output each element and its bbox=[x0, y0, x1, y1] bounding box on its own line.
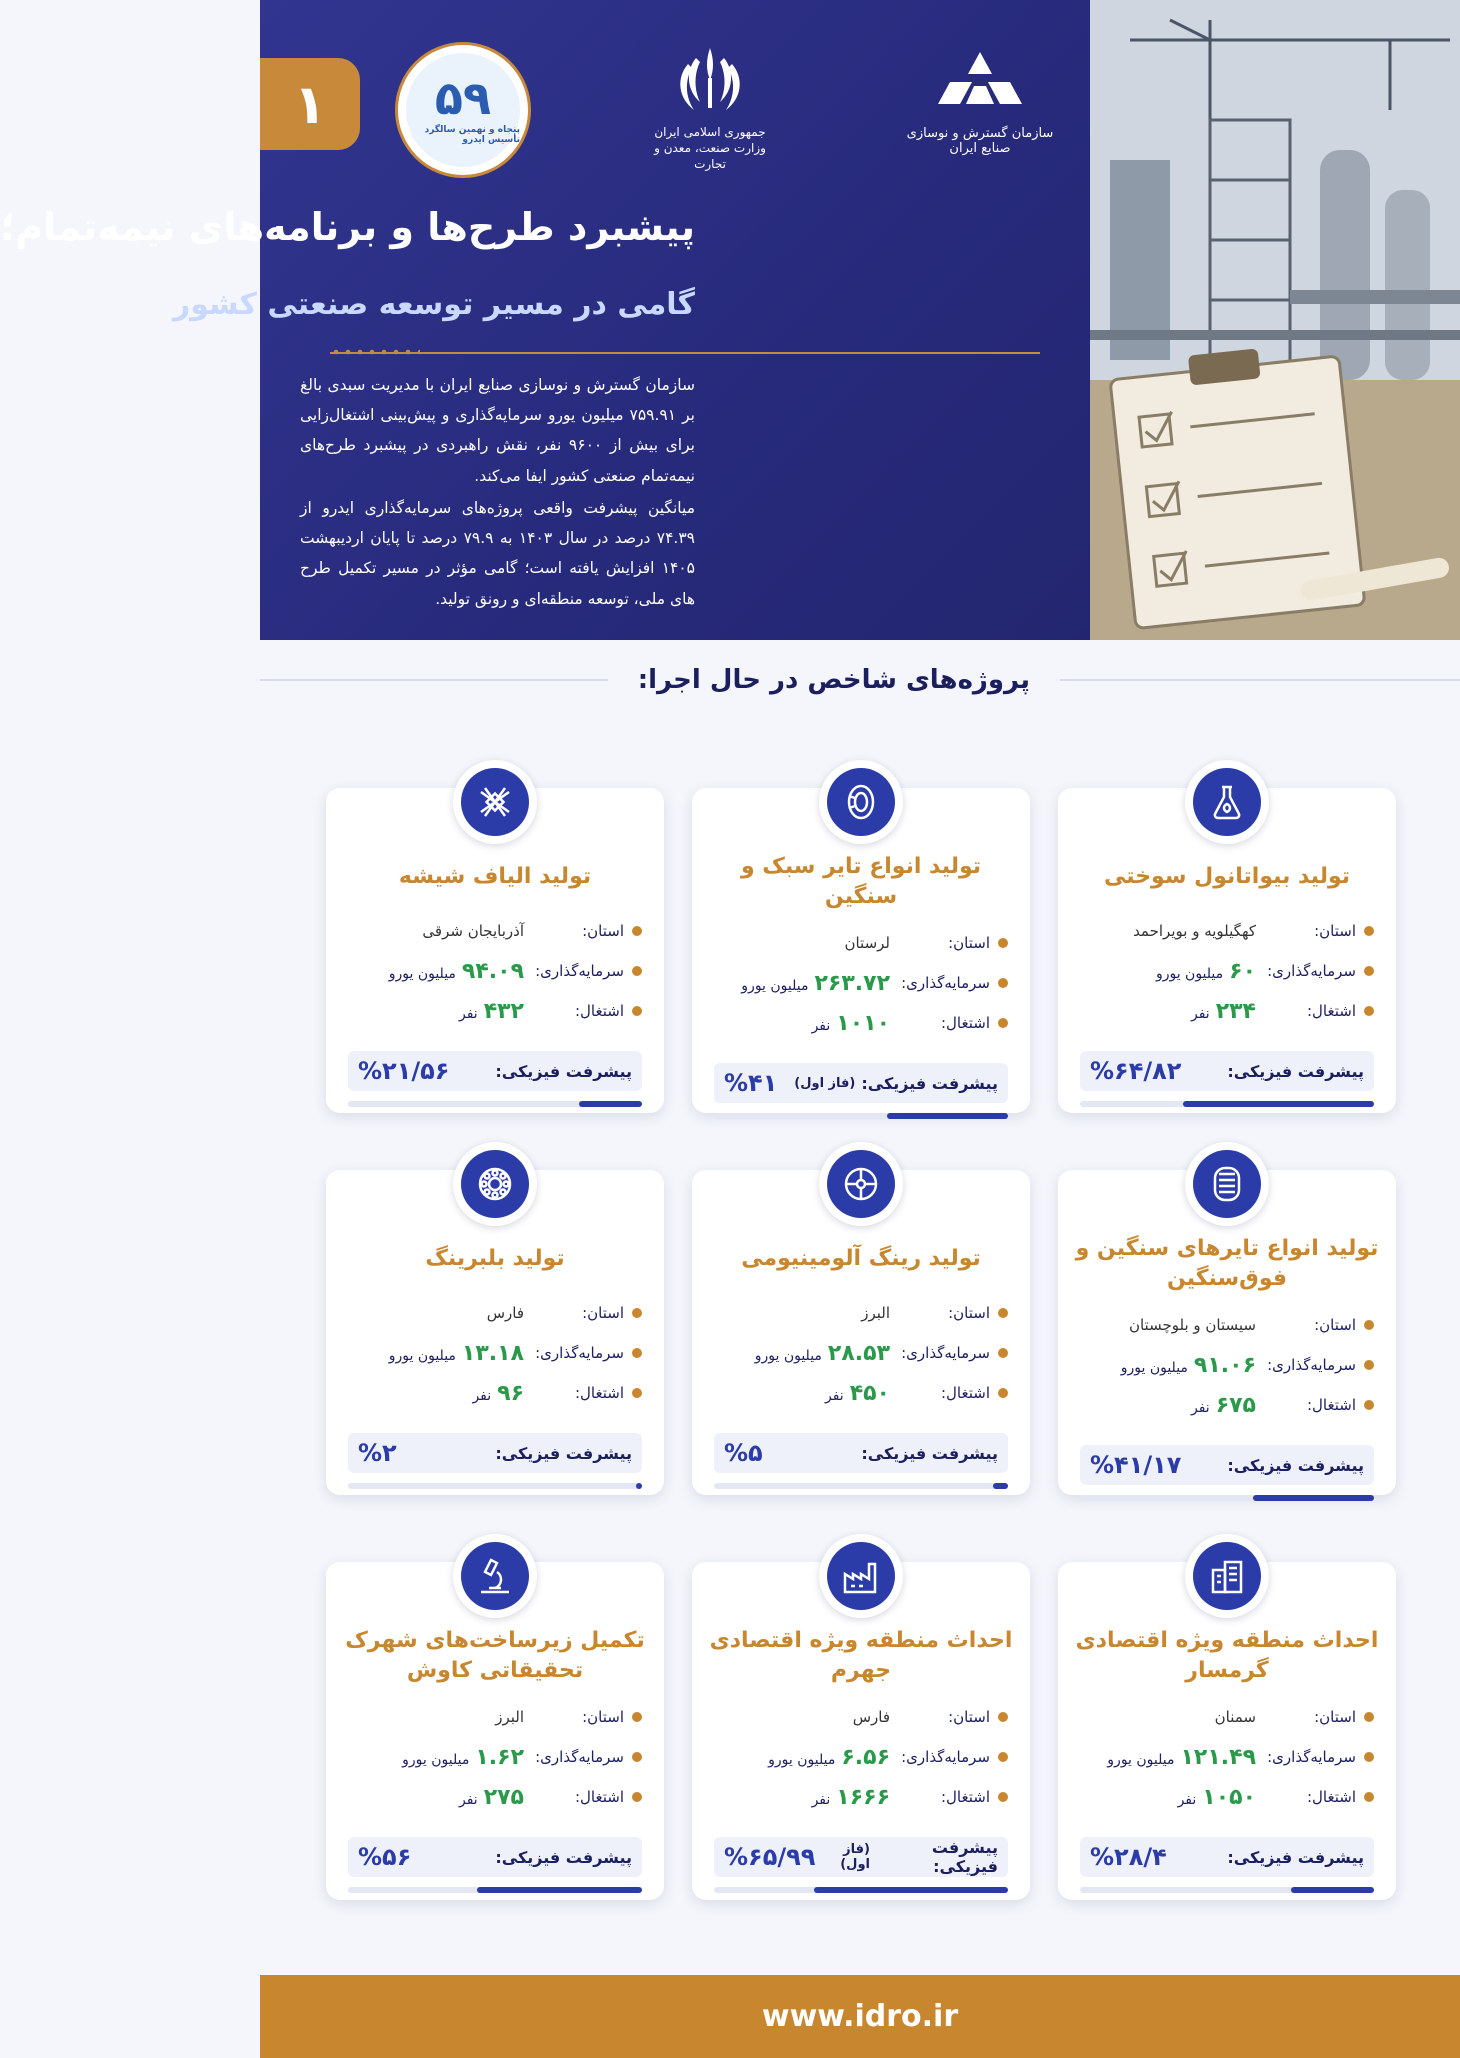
province-value: البرز bbox=[861, 1304, 890, 1322]
progress-bar-fill bbox=[887, 1113, 1008, 1119]
investment-value: ۹۴.۰۹ bbox=[461, 958, 524, 984]
investment-label: سرمایه‌گذاری: bbox=[901, 1748, 990, 1766]
employment-label: اشتغال: bbox=[574, 1002, 624, 1020]
project-title: احداث منطقه ویژه اقتصادی جهرم bbox=[709, 1628, 1013, 1683]
buildings-icon bbox=[1207, 1556, 1247, 1596]
card-icon-disc bbox=[827, 1150, 895, 1218]
row-bullet bbox=[1364, 926, 1374, 936]
row-bullet bbox=[632, 1006, 642, 1016]
row-bullet bbox=[632, 1712, 642, 1722]
employment-label: اشتغال: bbox=[940, 1384, 990, 1402]
project-card-9 bbox=[326, 1562, 664, 1900]
progress-box bbox=[348, 1051, 642, 1091]
province-value: لرستان bbox=[844, 934, 890, 952]
row-bullet bbox=[998, 1308, 1008, 1318]
project-card-3 bbox=[326, 788, 664, 1113]
progress-label: پیشرفت فیزیکی: bbox=[1227, 1847, 1364, 1867]
progress-box bbox=[348, 1837, 642, 1877]
row-bullet bbox=[998, 1388, 1008, 1398]
investment-row bbox=[1080, 1350, 1374, 1380]
employment-unit: نفر bbox=[825, 1387, 844, 1404]
row-bullet bbox=[998, 1018, 1008, 1028]
progress-box bbox=[1080, 1837, 1374, 1877]
card-icon-disc bbox=[1193, 768, 1261, 836]
fiber-icon bbox=[475, 782, 515, 822]
employment-row bbox=[1080, 1782, 1374, 1812]
province-value: آذربایجان شرقی bbox=[422, 922, 524, 940]
idro-triangle-icon bbox=[930, 48, 1030, 120]
microscope-icon bbox=[475, 1556, 515, 1596]
province-row bbox=[714, 1298, 1008, 1328]
investment-value: ۲۸.۵۳ bbox=[827, 1340, 890, 1366]
employment-unit: نفر bbox=[472, 1387, 492, 1404]
row-bullet bbox=[1364, 1320, 1374, 1330]
progress-value: %۵۶ bbox=[358, 1843, 412, 1871]
investment-value: ۱۳.۱۸ bbox=[461, 1340, 524, 1366]
progress-value: %۶۵/۹۹ bbox=[724, 1843, 816, 1871]
province-label: استان: bbox=[948, 934, 990, 952]
progress-value: %۶۴/۸۲ bbox=[1090, 1057, 1182, 1085]
flask-icon bbox=[1207, 782, 1247, 822]
row-bullet bbox=[1364, 1360, 1374, 1370]
idro-logo bbox=[890, 48, 1070, 156]
section-title: پروژه‌های شاخص در حال اجرا: bbox=[608, 655, 1060, 705]
card-icon-badge bbox=[819, 1142, 903, 1226]
province-value: فارس bbox=[852, 1708, 890, 1726]
website-link[interactable]: www.idro.ir bbox=[761, 1999, 959, 2034]
progress-track bbox=[714, 1113, 1008, 1119]
employment-label: اشتغال: bbox=[940, 1014, 990, 1032]
intro-paragraph-1: سازمان گسترش و نوسازی صنایع ایران با مدیریت سبدی بالغ بر ۷۵۹.۹۱ میلیون یورو سرمایه‌گذاری و پیش‌بینی اشتغال‌زایی برای بیش از ۹۶۰۰ نفر، نقش راهبردی در پیشبرد طرح‌های نیمه‌تمام صنعتی کشور ایفا می‌کند. bbox=[300, 376, 695, 485]
card-icon-badge bbox=[1185, 1534, 1269, 1618]
idro-name: سازمان گسترش و نوسازی صنایع ایران bbox=[906, 126, 1054, 156]
row-bullet bbox=[632, 1752, 642, 1762]
factory-icon bbox=[841, 1556, 881, 1596]
investment-unit: میلیون یورو bbox=[1107, 1751, 1175, 1768]
project-card-2 bbox=[692, 788, 1030, 1113]
province-row bbox=[714, 1702, 1008, 1732]
intro-paragraph-2: میانگین پیشرفت واقعی پروژه‌های سرمایه‌گذاری ایدرو از ۷۴.۳۹ درصد در سال ۱۴۰۳ به ۷۹.۹ درصد تا پایان اردیبهشت ۱۴۰۵ افزایش یافته است؛ گامی مؤثر در مسیر تکمیل طرح های ملی، توسعه منطقه‌ای و رونق تولید. bbox=[300, 498, 695, 608]
employment-unit: نفر bbox=[1191, 1399, 1210, 1416]
province-label: استان: bbox=[1314, 1316, 1356, 1334]
province-row bbox=[348, 916, 642, 946]
row-bullet bbox=[632, 926, 642, 936]
investment-row bbox=[714, 1742, 1008, 1772]
progress-bar-fill bbox=[477, 1887, 642, 1893]
progress-note: (فاز اول) bbox=[840, 1842, 870, 1872]
employment-label: اشتغال: bbox=[574, 1384, 624, 1402]
ministry-logo bbox=[645, 40, 775, 173]
row-bullet bbox=[998, 1752, 1008, 1762]
row-bullet bbox=[632, 966, 642, 976]
employment-row bbox=[714, 1008, 1008, 1038]
ministry-line2: وزارت صنعت، معدن و تجارت bbox=[654, 141, 766, 172]
investment-unit: میلیون یورو bbox=[768, 1751, 836, 1768]
header-section bbox=[0, 0, 1460, 640]
progress-track bbox=[348, 1101, 642, 1107]
industrial-illustration bbox=[1090, 0, 1460, 640]
province-label: استان: bbox=[948, 1304, 990, 1322]
row-bullet bbox=[632, 1388, 642, 1398]
progress-value: %۲۱/۵۶ bbox=[358, 1057, 450, 1085]
footer bbox=[260, 1975, 1460, 2058]
project-title: تکمیل زیرساخت‌های شهرک تحقیقاتی کاوش bbox=[345, 1628, 645, 1683]
investment-unit: میلیون یورو bbox=[1155, 965, 1224, 982]
card-icon-badge bbox=[453, 1142, 537, 1226]
investment-unit: میلیون یورو bbox=[754, 1347, 822, 1364]
project-title: تولید بلبرینگ bbox=[425, 1246, 565, 1271]
progress-label: پیشرفت فیزیکی: bbox=[861, 1443, 998, 1463]
row-bullet bbox=[1364, 1752, 1374, 1762]
investment-row bbox=[1080, 956, 1374, 986]
investment-value: ۱۲۱.۴۹ bbox=[1180, 1744, 1256, 1770]
progress-track bbox=[714, 1887, 1008, 1893]
progress-box bbox=[714, 1837, 1008, 1877]
investment-value: ۱.۶۲ bbox=[475, 1744, 524, 1770]
investment-row bbox=[714, 968, 1008, 998]
card-icon-disc bbox=[827, 768, 895, 836]
card-icon-badge bbox=[819, 1534, 903, 1618]
employment-row bbox=[348, 1782, 642, 1812]
employment-label: اشتغال: bbox=[940, 1788, 990, 1806]
card-icon-disc bbox=[461, 1150, 529, 1218]
progress-label: پیشرفت فیزیکی: bbox=[1227, 1455, 1364, 1475]
anniversary-caption: پنجاه و نهمین سالگرد تأسیس ایدرو bbox=[424, 125, 520, 145]
progress-track bbox=[348, 1483, 642, 1489]
province-value: فارس bbox=[486, 1304, 524, 1322]
progress-label: پیشرفت فیزیکی: bbox=[1227, 1061, 1364, 1081]
employment-row bbox=[1080, 996, 1374, 1026]
employment-value: ۲۳۴ bbox=[1215, 998, 1256, 1024]
progress-box bbox=[714, 1433, 1008, 1473]
row-bullet bbox=[632, 1308, 642, 1318]
row-bullet bbox=[998, 1348, 1008, 1358]
progress-note: (فاز اول) bbox=[794, 1075, 856, 1091]
header-panel bbox=[0, 0, 1090, 640]
province-label: استان: bbox=[1314, 1708, 1356, 1726]
row-bullet bbox=[1364, 1712, 1374, 1722]
rim-icon bbox=[841, 1164, 881, 1204]
investment-label: سرمایه‌گذاری: bbox=[535, 962, 624, 980]
ministry-line1: جمهوری اسلامی ایران bbox=[654, 125, 766, 139]
investment-row bbox=[348, 1338, 642, 1368]
employment-value: ۶۷۵ bbox=[1215, 1392, 1256, 1418]
progress-track bbox=[348, 1887, 642, 1893]
progress-track bbox=[1080, 1495, 1374, 1501]
intro-text bbox=[300, 370, 695, 616]
employment-row bbox=[348, 996, 642, 1026]
employment-value: ۲۷۵ bbox=[483, 1784, 524, 1810]
employment-label: اشتغال: bbox=[574, 1788, 624, 1806]
investment-row bbox=[714, 1338, 1008, 1368]
employment-row bbox=[714, 1782, 1008, 1812]
project-card-8 bbox=[692, 1562, 1030, 1900]
project-title: تولید الیاف شیشه bbox=[398, 864, 592, 889]
investment-label: سرمایه‌گذاری: bbox=[1267, 962, 1356, 980]
employment-unit: نفر bbox=[459, 1005, 478, 1022]
investment-label: سرمایه‌گذاری: bbox=[1267, 1356, 1356, 1374]
investment-value: ۲۶۳.۷۲ bbox=[814, 970, 890, 996]
progress-box bbox=[348, 1433, 642, 1473]
row-bullet bbox=[632, 1348, 642, 1358]
investment-row bbox=[348, 1742, 642, 1772]
row-bullet bbox=[1364, 1792, 1374, 1802]
province-label: استان: bbox=[582, 1304, 624, 1322]
iran-emblem-icon bbox=[670, 40, 750, 120]
employment-value: ۱۰۵۰ bbox=[1202, 1784, 1256, 1810]
investment-label: سرمایه‌گذاری: bbox=[535, 1748, 624, 1766]
province-row bbox=[348, 1702, 642, 1732]
progress-value: %۲ bbox=[358, 1439, 397, 1467]
industrial-scene-icon bbox=[1090, 0, 1460, 640]
card-icon-badge bbox=[1185, 1142, 1269, 1226]
employment-unit: نفر bbox=[459, 1791, 478, 1808]
progress-track bbox=[1080, 1887, 1374, 1893]
employment-row bbox=[348, 1378, 642, 1408]
progress-box bbox=[714, 1063, 1008, 1103]
province-row bbox=[1080, 916, 1374, 946]
project-title: احداث منطقه ویژه اقتصادی گرمسار bbox=[1075, 1628, 1379, 1683]
employment-label: اشتغال: bbox=[1306, 1788, 1356, 1806]
employment-row bbox=[714, 1378, 1008, 1408]
progress-label: پیشرفت فیزیکی: bbox=[861, 1073, 998, 1093]
project-card-5 bbox=[692, 1170, 1030, 1495]
project-title: تولید بیواتانول سوختی bbox=[1103, 864, 1351, 889]
province-value: سیستان و بلوچستان bbox=[1128, 1316, 1256, 1334]
progress-bar-fill bbox=[579, 1101, 642, 1107]
card-icon-badge bbox=[453, 1534, 537, 1618]
employment-row bbox=[1080, 1390, 1374, 1420]
province-row bbox=[1080, 1310, 1374, 1340]
investment-unit: میلیون یورو bbox=[402, 1751, 470, 1768]
employment-unit: نفر bbox=[811, 1791, 831, 1808]
card-icon-disc bbox=[461, 1542, 529, 1610]
project-card-7 bbox=[1058, 1562, 1396, 1900]
province-label: استان: bbox=[582, 922, 624, 940]
employment-label: اشتغال: bbox=[1306, 1002, 1356, 1020]
project-card-6 bbox=[326, 1170, 664, 1495]
progress-bar-fill bbox=[1183, 1101, 1374, 1107]
card-icon-badge bbox=[1185, 760, 1269, 844]
province-value: سمنان bbox=[1214, 1708, 1256, 1726]
employment-value: ۴۵۰ bbox=[849, 1380, 890, 1406]
investment-row bbox=[1080, 1742, 1374, 1772]
province-value: کهگیلویه و بویراحمد bbox=[1133, 922, 1256, 940]
investment-label: سرمایه‌گذاری: bbox=[901, 1344, 990, 1362]
investment-label: سرمایه‌گذاری: bbox=[901, 974, 990, 992]
page-subtitle: گامی در مسیر توسعه صنعتی کشور bbox=[172, 287, 695, 322]
progress-value: %۵ bbox=[724, 1439, 763, 1467]
title-divider bbox=[330, 352, 1040, 354]
progress-bar-fill bbox=[636, 1483, 642, 1489]
row-bullet bbox=[1364, 1006, 1374, 1016]
card-icon-disc bbox=[1193, 1542, 1261, 1610]
province-label: استان: bbox=[1314, 922, 1356, 940]
page-number-badge bbox=[260, 58, 360, 150]
investment-value: ۶.۵۶ bbox=[841, 1744, 890, 1770]
progress-value: %۴۱ bbox=[724, 1069, 778, 1097]
investment-unit: میلیون یورو bbox=[1120, 1359, 1188, 1376]
investment-value: ۹۱.۰۶ bbox=[1193, 1352, 1256, 1378]
row-bullet bbox=[998, 1792, 1008, 1802]
card-icon-disc bbox=[1193, 1150, 1261, 1218]
province-row bbox=[1080, 1702, 1374, 1732]
page-number: ۱ bbox=[293, 72, 327, 136]
card-icon-disc bbox=[827, 1542, 895, 1610]
project-title: تولید رینگ آلومینیومی bbox=[741, 1246, 981, 1271]
heavy-tire-icon bbox=[1207, 1164, 1247, 1204]
employment-unit: نفر bbox=[811, 1017, 831, 1034]
project-title: تولید انواع تایرهای سنگین و فوق‌سنگین bbox=[1075, 1236, 1379, 1291]
province-label: استان: bbox=[582, 1708, 624, 1726]
progress-track bbox=[1080, 1101, 1374, 1107]
divider-dots bbox=[330, 346, 420, 358]
investment-unit: میلیون یورو bbox=[741, 977, 809, 994]
province-label: استان: bbox=[948, 1708, 990, 1726]
progress-track bbox=[714, 1483, 1008, 1489]
progress-value: %۴۱/۱۷ bbox=[1090, 1451, 1182, 1479]
anniversary-number: ۵۹ bbox=[434, 71, 492, 125]
progress-label: پیشرفت فیزیکی: bbox=[495, 1061, 632, 1081]
tire-icon bbox=[841, 782, 881, 822]
progress-label: پیشرفت فیزیکی: bbox=[931, 1838, 998, 1876]
province-row bbox=[348, 1298, 642, 1328]
progress-label: پیشرفت فیزیکی: bbox=[495, 1443, 632, 1463]
anniversary-logo bbox=[395, 42, 531, 178]
row-bullet bbox=[998, 978, 1008, 988]
section-header bbox=[260, 655, 1460, 705]
progress-value: %۲۸/۴ bbox=[1090, 1843, 1167, 1871]
employment-label: اشتغال: bbox=[1306, 1396, 1356, 1414]
employment-value: ۱۶۶۶ bbox=[836, 1784, 890, 1810]
progress-bar-fill bbox=[814, 1887, 1008, 1893]
row-bullet bbox=[1364, 966, 1374, 976]
province-value: البرز bbox=[495, 1708, 524, 1726]
row-bullet bbox=[998, 1712, 1008, 1722]
project-title: تولید انواع تایر سبک و سنگین bbox=[740, 854, 982, 909]
project-card-4 bbox=[1058, 1170, 1396, 1495]
progress-bar-fill bbox=[993, 1483, 1008, 1489]
progress-box bbox=[1080, 1051, 1374, 1091]
card-icon-badge bbox=[819, 760, 903, 844]
card-icon-badge bbox=[453, 760, 537, 844]
employment-value: ۹۶ bbox=[497, 1380, 524, 1406]
investment-value: ۶۰ bbox=[1229, 958, 1256, 984]
progress-box bbox=[1080, 1445, 1374, 1485]
investment-unit: میلیون یورو bbox=[388, 1347, 456, 1364]
investment-unit: میلیون یورو bbox=[388, 965, 456, 982]
card-icon-disc bbox=[461, 768, 529, 836]
page-title: پیشبرد طرح‌ها و برنامه‌های نیمه‌تمام؛ bbox=[0, 205, 695, 249]
bearing-icon bbox=[475, 1164, 515, 1204]
project-card-1 bbox=[1058, 788, 1396, 1113]
progress-label: پیشرفت فیزیکی: bbox=[495, 1847, 632, 1867]
province-row bbox=[714, 928, 1008, 958]
progress-bar-fill bbox=[1291, 1887, 1374, 1893]
row-bullet bbox=[998, 938, 1008, 948]
employment-unit: نفر bbox=[1191, 1005, 1210, 1022]
investment-label: سرمایه‌گذاری: bbox=[1267, 1748, 1356, 1766]
employment-value: ۴۳۲ bbox=[483, 998, 524, 1024]
progress-bar-fill bbox=[1253, 1495, 1374, 1501]
investment-row bbox=[348, 956, 642, 986]
employment-unit: نفر bbox=[1177, 1791, 1197, 1808]
row-bullet bbox=[1364, 1400, 1374, 1410]
investment-label: سرمایه‌گذاری: bbox=[535, 1344, 624, 1362]
row-bullet bbox=[632, 1792, 642, 1802]
employment-value: ۱۰۱۰ bbox=[836, 1010, 890, 1036]
